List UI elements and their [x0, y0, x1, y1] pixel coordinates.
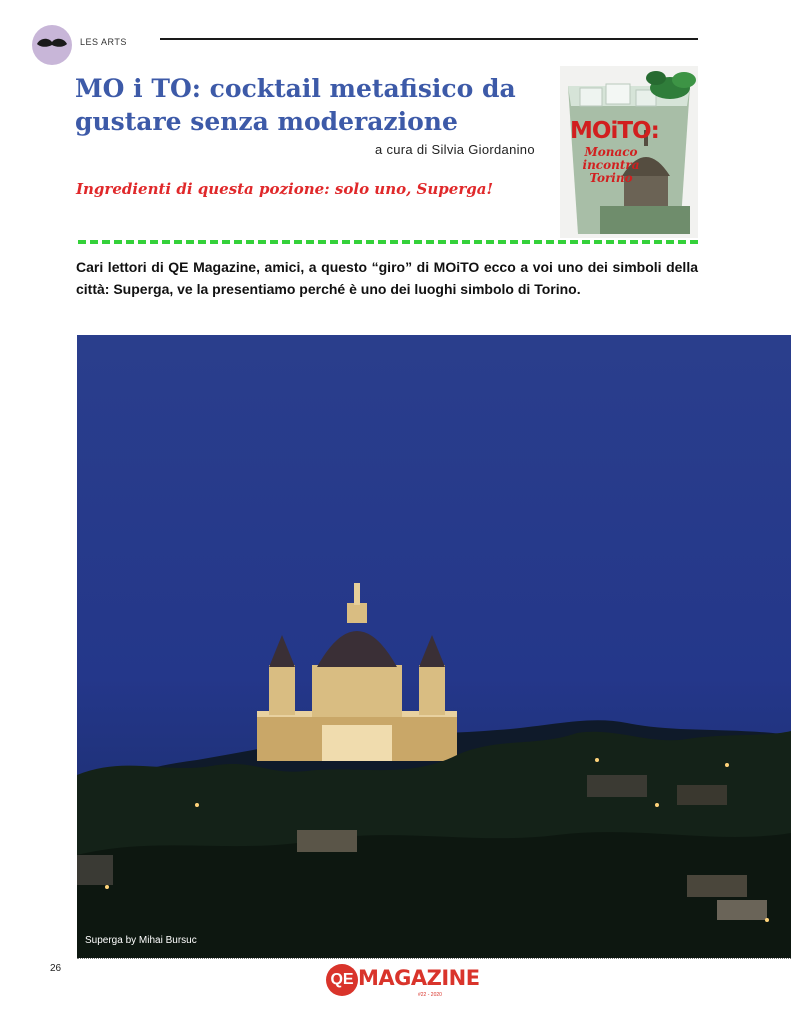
section-label: LES ARTS [80, 37, 127, 47]
mustache-icon [36, 37, 68, 51]
magazine-issue-label: #22 - 2020 [418, 992, 442, 998]
article-title: MO i TO: cocktail metafisico da gustare senza moderazione [75, 74, 516, 136]
moito-cocktail-logo [560, 66, 698, 238]
page-number: 26 [50, 963, 62, 974]
article-subtitle: Ingredienti di questa pozione: solo uno, Superga! [76, 180, 494, 198]
photo-caption: Superga by Mihai Bursuc [85, 935, 197, 946]
superga-basilica-night-scene [77, 335, 791, 958]
header-rule [160, 38, 698, 40]
green-dashed-divider [78, 240, 698, 244]
basilica [257, 583, 457, 761]
magazine-logo-text: MAGAZINE [358, 966, 480, 990]
superga-photo [77, 335, 791, 958]
article-byline: a cura di Silvia Giordanino [375, 142, 535, 157]
qe-logo-mark: QE [326, 964, 358, 996]
photo-bottom-rule [77, 958, 791, 959]
cocktail-logo-subtitle: Monaco incontra Torino [582, 145, 640, 185]
cocktail-logo-title: MOiTO: [570, 118, 659, 144]
intro-paragraph: Cari lettori di QE Magazine, amici, a questo “giro” di MOiTO ecco a voi uno dei simboli della città: Superga, ve la presentiamo perché è uno dei luoghi simbolo di Torino. [76, 259, 698, 297]
